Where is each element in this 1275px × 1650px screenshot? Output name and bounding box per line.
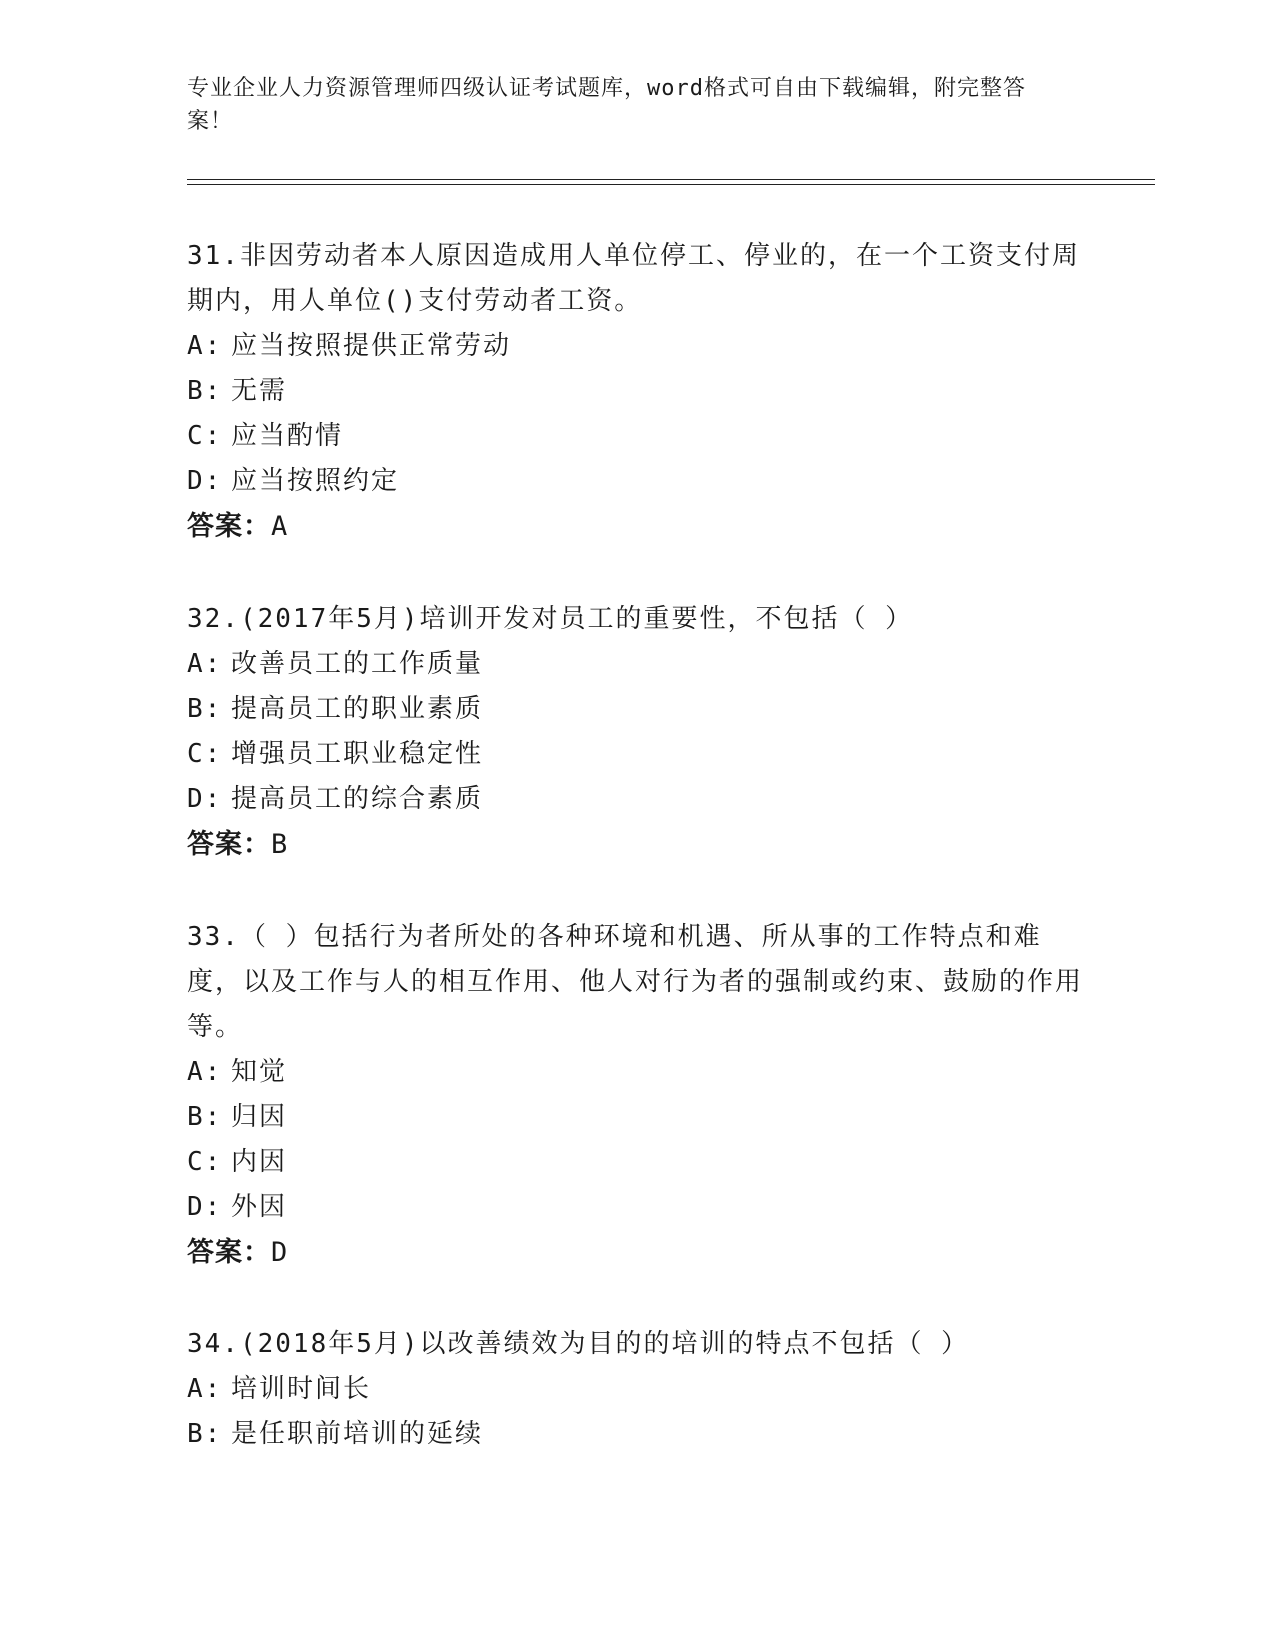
- option-text: 外因: [231, 1192, 288, 1222]
- option-text: 改善员工的工作质量: [231, 649, 484, 679]
- option-text: 提高员工的综合素质: [231, 784, 484, 814]
- option-text: 无需: [231, 376, 288, 406]
- option-letter: D:: [187, 466, 223, 496]
- option-text: 培训时间长: [231, 1374, 372, 1404]
- option-text: 知觉: [231, 1057, 288, 1087]
- option-letter: B:: [187, 1419, 223, 1449]
- question-stem: 32.(2017年5月)培训开发对员工的重要性，不包括（ ）: [187, 604, 914, 634]
- option-letter: D:: [187, 784, 223, 814]
- option-d: [187, 1185, 1087, 1230]
- option-b: [187, 369, 1087, 414]
- header-divider-top: [187, 179, 1155, 180]
- option-c: [187, 732, 1087, 777]
- option-d: [187, 777, 1087, 822]
- option-letter: D:: [187, 1192, 223, 1222]
- question-stem: 33.（ ）包括行为者所处的各种环境和机遇、所从事的工作特点和难度，以及工作与人的相互作用、他人对行为者的强制或约束、鼓励的作用等。: [187, 922, 1084, 1042]
- answer-label: 答案：: [187, 829, 271, 860]
- option-letter: B:: [187, 376, 223, 406]
- option-b: [187, 1412, 1087, 1457]
- option-text: 归因: [231, 1102, 288, 1132]
- option-letter: A:: [187, 331, 223, 361]
- option-c: [187, 1140, 1087, 1185]
- option-letter: A:: [187, 1057, 223, 1087]
- option-b: [187, 687, 1087, 732]
- question-stem: 31.非因劳动者本人原因造成用人单位停工、停业的，在一个工资支付周期内，用人单位()支付劳动者工资。: [187, 241, 1080, 316]
- option-text: 是任职前培训的延续: [231, 1419, 484, 1449]
- answer-label: 答案：: [187, 511, 271, 542]
- header-divider-bottom: [187, 184, 1155, 185]
- option-letter: B:: [187, 1102, 223, 1132]
- option-b: [187, 1095, 1087, 1140]
- answer-line: [187, 1230, 1087, 1276]
- option-a: [187, 1367, 1087, 1412]
- answer-value: D: [271, 1237, 289, 1268]
- option-c: [187, 414, 1087, 459]
- answer-value: B: [271, 829, 289, 860]
- option-text: 应当按照约定: [231, 466, 400, 496]
- question-32: [187, 597, 1087, 868]
- option-a: [187, 1050, 1087, 1095]
- question-34: [187, 1322, 1087, 1457]
- option-a: [187, 324, 1087, 369]
- option-text: 增强员工职业稳定性: [231, 739, 484, 769]
- question-stem: 34.(2018年5月)以改善绩效为目的的培训的特点不包括（ ）: [187, 1329, 970, 1359]
- answer-line: [187, 504, 1087, 550]
- option-text: 应当按照提供正常劳动: [231, 331, 512, 361]
- answer-line: [187, 822, 1087, 868]
- option-letter: C:: [187, 421, 223, 451]
- option-letter: A:: [187, 649, 223, 679]
- option-text: 应当酌情: [231, 421, 344, 451]
- header-intro: 专业企业人力资源管理师四级认证考试题库，word格式可自由下载编辑，附完整答案！: [187, 76, 1026, 134]
- option-d: [187, 459, 1087, 504]
- option-letter: B:: [187, 694, 223, 724]
- question-33: [187, 915, 1087, 1276]
- option-text: 内因: [231, 1147, 288, 1177]
- question-31: [187, 234, 1087, 550]
- option-a: [187, 642, 1087, 687]
- option-letter: C:: [187, 1147, 223, 1177]
- answer-value: A: [271, 511, 289, 542]
- option-text: 提高员工的职业素质: [231, 694, 484, 724]
- option-letter: C:: [187, 739, 223, 769]
- option-letter: A:: [187, 1374, 223, 1404]
- answer-label: 答案：: [187, 1237, 271, 1268]
